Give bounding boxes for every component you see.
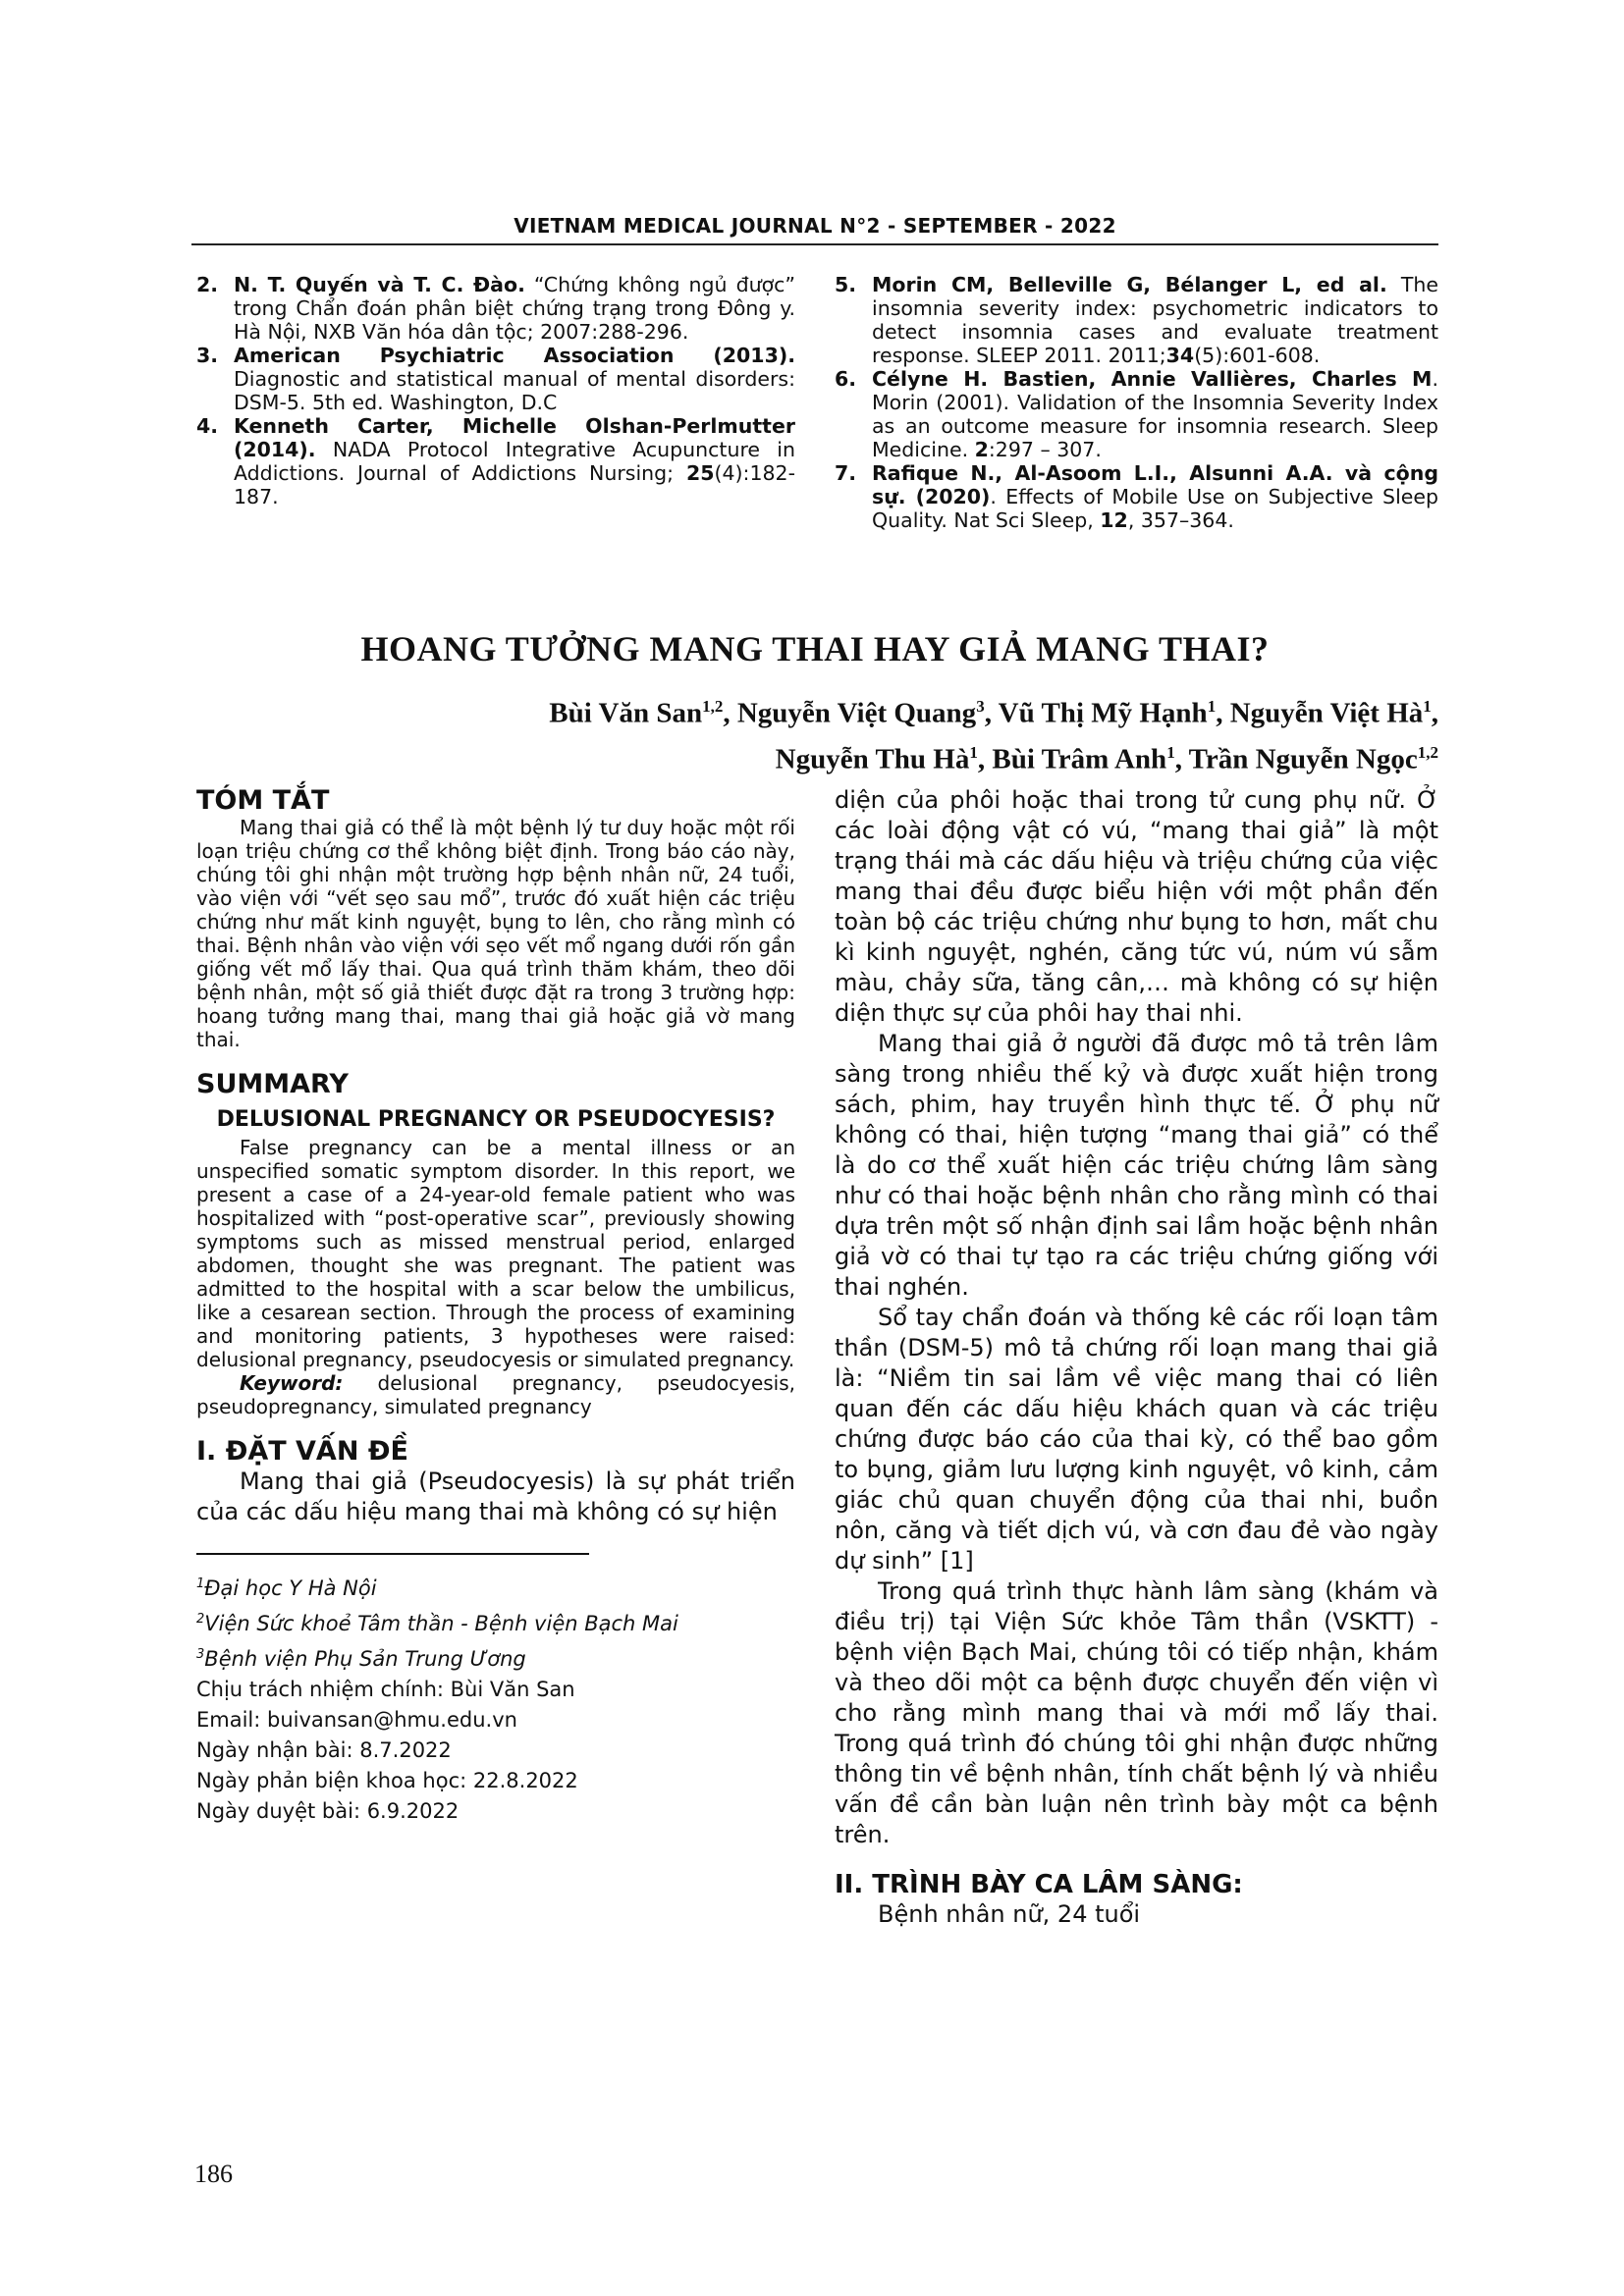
summary-heading: SUMMARY <box>196 1069 349 1099</box>
author-separator: , <box>984 697 999 729</box>
reference-author: Célyne H. Bastien, Annie Vallières, Charles M <box>872 367 1433 391</box>
section-heading-intro: I. ĐẶT VẤN ĐỀ <box>196 1436 408 1467</box>
keyword-list: delusional pregnancy, pseudocyesis, pseudopregnancy, simulated pregnancy <box>196 1371 795 1418</box>
reference-text: . Morin (2001). Validation of the Insomnia Severity Index as an outcome measure for insomnia research. Sleep Medicine. <box>872 367 1438 461</box>
footnote-received: Ngày nhận bài: 8.7.2022 <box>196 1738 452 1762</box>
author-name: Nguyễn Việt Quang <box>736 697 977 729</box>
author-affiliation: 1,2 <box>702 697 724 716</box>
left-column <box>196 785 795 1827</box>
author-separator: , <box>977 743 993 775</box>
author-name: Vũ Thị Mỹ Hạnh <box>998 697 1208 729</box>
reference-text: “Chứng không ngủ được” trong Chẩn đoán phân biệt chứng trạng trong Đông y. Hà Nội, NXB Văn hóa dân tộc; 2007:288-296. <box>234 273 796 344</box>
reference-item <box>835 367 1438 461</box>
section-heading-case: II. TRÌNH BÀY CA LÂM SÀNG: <box>835 1870 1243 1899</box>
reference-volume: 2 <box>974 438 989 461</box>
right-column <box>835 785 1438 1930</box>
author-affiliation: 1 <box>1207 697 1217 716</box>
reference-author: Kenneth Carter, Michelle Olshan-Perlmutter (2014). <box>234 414 795 461</box>
footnote-responsible: Chịu trách nhiệm chính: Bùi Văn San <box>196 1678 575 1701</box>
keyword-label: Keyword: <box>240 1371 344 1395</box>
author-affiliation: 1 <box>1423 697 1432 716</box>
author-separator: , <box>1216 697 1230 729</box>
author-name: Trần Nguyễn Ngọc <box>1188 743 1418 775</box>
header-rule <box>191 243 1438 245</box>
paragraph: Trong quá trình thực hành lâm sàng (khám và điều trị) tại Viện Sức khỏe Tâm thần (VSKTT) - bệnh viện Bạch Mai, chúng tôi có tiếp nhận, khám và theo dõi một ca bệnh được chuyển đến viện vì cho rằng mình mang thai và mới mổ lấy thai. Trong quá trình đó chúng tôi ghi nhận được những thông tin về bệnh nhân, tính chất bệnh lý và nhiều vấn đề cần bàn luận nên trình bày một ca bệnh trên. <box>835 1577 1438 1848</box>
abstract-text: Mang thai giả có thể là một bệnh lý tư duy hoặc một rối loạn triệu chứng cơ thể không biệt định. Trong báo cáo này, chúng tôi ghi nhận một trường hợp bệnh nhân nữ, 24 tuổi, vào viện với “vết sẹo sau mổ”, trước đó xuất hiện các triệu chứng như mất kinh nguyệt, bụng to lên, cho rằng mình có thai. Bệnh nhân vào viện với sẹo vết mổ ngang dưới rốn gần giống vết mổ lấy thai. Qua quá trình thăm khám, theo dõi bệnh nhân, một số giả thiết được đặt ra trong 3 trường hợp: hoang tưởng mang thai, mang thai giả hoặc giả vờ mang thai. <box>196 816 795 1051</box>
author-name: Nguyễn Việt Hà <box>1229 697 1424 729</box>
page-number: 186 <box>194 2160 233 2188</box>
reference-tail: , 357–364. <box>1127 508 1234 532</box>
reference-number: 4. <box>196 414 219 438</box>
footnote-affiliation: $^3$Bệnh viện Phụ Sản Trung Ương <box>196 1647 526 1671</box>
author-affiliation: 3 <box>976 697 985 716</box>
reference-author: Morin CM, Belleville G, Bélanger L, ed al. <box>872 273 1387 296</box>
references-left <box>196 273 795 508</box>
paragraph: Mang thai giả ở người đã được mô tả trên lâm sàng trong nhiều thế kỷ và được xuất hiện trong sách, phim, hay truyền hình thực tế. Ở phụ nữ không có thai, hiện tượng “mang thai giả” có thể là do cơ thể xuất hiện các triệu chứng lâm sàng như có thai hoặc bệnh nhân cho rằng mình có thai dựa trên một số nhận định sai lầm hoặc bệnh nhân giả vờ có thai tự tạo ra các triệu chứng giống với thai nghén. <box>835 1030 1438 1301</box>
author-affiliation: 1 <box>1166 742 1175 762</box>
reference-volume: 25 <box>685 461 715 485</box>
footnote-reviewed: Ngày phản biện khoa học: 22.8.2022 <box>196 1769 578 1792</box>
reference-item <box>196 273 795 344</box>
summary-title: DELUSIONAL PREGNANCY OR PSEUDOCYESIS? <box>216 1107 776 1132</box>
paragraph: Sổ tay chẩn đoán và thống kê các rối loạn tâm thần (DSM-5) mô tả chứng rối loạn mang thai giả là: “Niềm tin sai lầm về việc mang thai có liên quan đến các dấu hiệu khách quan và các triệu chứng được báo cáo của thai kỳ, có thể bao gồm to bụng, giảm lưu lượng kinh nguyệt, vô kinh, cảm giác chủ quan chuyển động của thai nhi, buồn nôn, căng và tiết dịch vú, và cơn đau đẻ vào ngày dự sinh” [1] <box>835 1304 1438 1575</box>
reference-number: 3. <box>196 344 219 367</box>
reference-number: 5. <box>835 273 857 296</box>
paragraph: Mang thai giả (Pseudocyesis) là sự phát triển của các dấu hiệu mang thai mà không có sự hiện <box>196 1468 795 1525</box>
footnote-affiliation: $^2$Viện Sức khoẻ Tâm thần - Bệnh viện Bạch Mai <box>196 1612 678 1635</box>
reference-item <box>196 344 795 414</box>
reference-author: Rafique N., Al-Asoom L.I., Alsunni A.A. và cộng sự. (2020) <box>872 461 1438 508</box>
author-name: Bùi Trâm Anh <box>992 743 1167 775</box>
paragraph: diện của phôi hoặc thai trong tử cung phụ nữ. Ở các loài động vật có vú, “mang thai giả” là một trạng thái mà các dấu hiệu và triệu chứng của việc mang thai đều được biểu hiện với một phần đến toàn bộ các triệu chứng như bụng to hơn, mất chu kì kinh nguyệt, nghén, căng tức vú, núm vú sẫm màu, chảy sữa, tăng cân,… mà không có sự hiện diện thực sự của phôi hay thai nhi. <box>835 786 1438 1027</box>
author-name: Nguyễn Thu Hà <box>775 743 970 775</box>
reference-volume: 12 <box>1100 508 1128 532</box>
summary-text: False pregnancy can be a mental illness or an unspecified somatic symptom disorder. In this report, we present a case of a 24-year-old female patient who was hospitalized with “post-operative scar”, previously showing symptoms such as missed menstrual period, enlarged abdomen, thought she was pregnant. The patient was admitted to the hospital with a scar below the umbilicus, like a cesarean section. Through the process of examining and monitoring patients, 3 hypotheses were raised: delusional pregnancy, pseudocyesis or simulated pregnancy. <box>196 1136 795 1371</box>
keywords <box>196 1371 795 1418</box>
footnote-rule <box>196 1553 589 1555</box>
footnote-email: Email: buivansan@hmu.edu.vn <box>196 1708 517 1732</box>
reference-text: . Effects of Mobile Use on Subjective Sleep Quality. Nat Sci Sleep, <box>872 485 1439 532</box>
author-separator: , <box>1174 743 1189 775</box>
author-separator: , <box>1431 697 1438 729</box>
reference-tail: (5):601-608. <box>1194 344 1321 367</box>
reference-tail: :297 – 307. <box>988 438 1102 461</box>
reference-author: N. T. Quyến và T. C. Đào. <box>234 273 525 296</box>
author-name: Bùi Văn San <box>549 697 703 729</box>
reference-item <box>835 273 1438 367</box>
reference-number: 2. <box>196 273 219 296</box>
reference-item <box>196 414 795 508</box>
reference-tail: (4):182-187. <box>234 461 795 508</box>
footnote-affiliation: $^1$Đại học Y Hà Nội <box>196 1576 377 1600</box>
reference-volume: 34 <box>1165 344 1195 367</box>
reference-text: NADA Protocol Integrative Acupuncture in Addictions. Journal of Addictions Nursing; <box>234 438 795 485</box>
paragraph: Bệnh nhân nữ, 24 tuổi <box>878 1900 1141 1928</box>
reference-number: 6. <box>835 367 857 391</box>
article-title: HOANG TƯỞNG MANG THAI HAY GIẢ MANG THAI? <box>360 629 1270 668</box>
reference-item <box>835 461 1438 532</box>
author-separator: , <box>723 697 737 729</box>
reference-author: American Psychiatric Association (2013). <box>234 344 795 367</box>
author-list <box>491 687 1438 778</box>
reference-text: The insomnia severity index: psychometric indicators to detect insomnia cases and evaluate treatment response. SLEEP 2011. 2011; <box>872 273 1438 367</box>
references-right <box>835 273 1438 532</box>
abstract-heading: TÓM TẮT <box>196 785 330 816</box>
reference-text: Diagnostic and statistical manual of mental disorders: DSM-5. 5th ed. Washington, D.C <box>234 367 795 414</box>
reference-number: 7. <box>835 461 857 485</box>
footnote-approved: Ngày duyệt bài: 6.9.2022 <box>196 1799 460 1823</box>
running-header: VIETNAM MEDICAL JOURNAL N°2 - SEPTEMBER - 2022 <box>514 214 1116 238</box>
author-affiliation: 1,2 <box>1417 742 1438 762</box>
author-affiliation: 1 <box>969 742 978 762</box>
